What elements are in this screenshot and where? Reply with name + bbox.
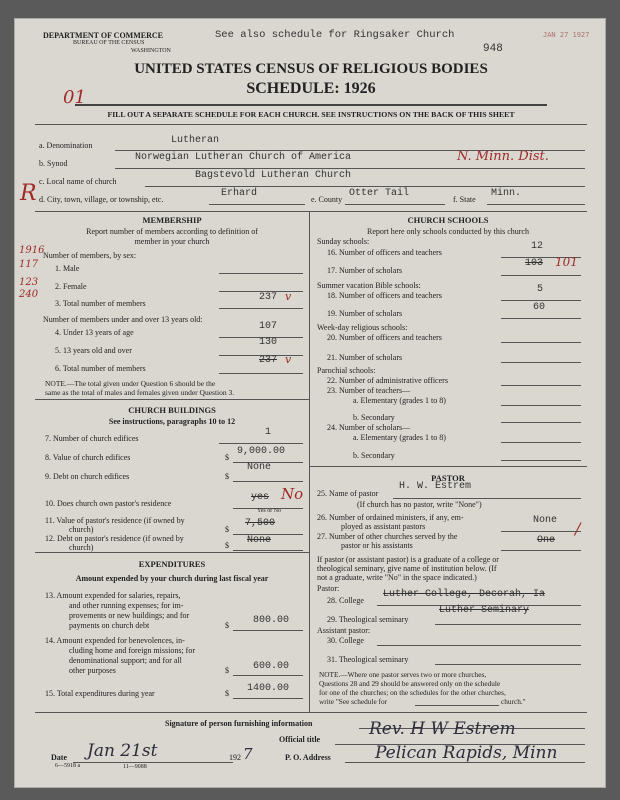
year-value: 7 — [243, 745, 253, 763]
synod-label: b. Synod — [39, 159, 68, 168]
county-value: Otter Tail — [349, 188, 410, 199]
schools-bottom-rule — [309, 466, 587, 467]
q12-dollar: $ — [225, 541, 229, 550]
local-name-value: Bagstevold Lutheran Church — [195, 170, 352, 181]
local-name-label: c. Local name of church — [39, 177, 117, 186]
q26-value: None — [533, 515, 558, 526]
q23b-label: b. Secondary — [353, 413, 395, 422]
department-label: DEPARTMENT OF COMMERCE — [43, 31, 164, 40]
q18-line — [501, 300, 581, 301]
q7-value: 1 — [265, 427, 272, 438]
handwritten-code: 01 — [63, 87, 86, 108]
state-value: Minn. — [491, 188, 522, 199]
q13-value: 800.00 — [253, 615, 290, 626]
q15-value: 1400.00 — [247, 683, 290, 694]
q5-label: 5. 13 years old and over — [55, 346, 132, 355]
q18-value: 5 — [537, 284, 544, 295]
q24b-label: b. Secondary — [353, 451, 395, 460]
age-label: Number of members under and over 13 years old: — [43, 315, 203, 324]
margin-note-1916: 1916 — [19, 245, 45, 256]
margin-note-123: 123 — [19, 277, 39, 288]
city-field-label: d. City, town, village, or township, etc. — [39, 195, 164, 204]
q10-value: yes — [251, 492, 270, 503]
state-label: f. State — [453, 195, 476, 204]
membership-intro-1: Report number of members according to definition of — [86, 227, 258, 236]
q22-line — [501, 385, 581, 386]
sunday-schools-label: Sunday schools: — [317, 237, 370, 246]
q17-value: 103 — [525, 258, 544, 269]
q26-line-1: 26. Number of ordained ministers, if any, em- — [317, 513, 464, 522]
q26-line-2: ployed as assistant pastors — [341, 522, 426, 531]
q8-dollar: $ — [225, 453, 229, 462]
q9-label: 9. Debt on church edifices — [45, 472, 130, 481]
q26-line — [501, 531, 581, 532]
q13-line-4: payments on church debt — [69, 621, 150, 630]
city-label: WASHINGTON — [131, 48, 171, 54]
q27-line-1: 27. Number of other churches served by the — [317, 532, 458, 541]
schools-heading: CHURCH SCHOOLS — [407, 215, 489, 225]
q9-line — [233, 481, 303, 482]
assistant-pastor-label: Assistant pastor: — [317, 626, 371, 635]
yes-or-no-hint: Yes or No — [257, 508, 282, 514]
q15-label: 15. Total expenditures during year — [45, 689, 155, 698]
q23b-line — [501, 422, 581, 423]
city-value: Erhard — [221, 188, 258, 199]
q14-dollar: $ — [225, 666, 229, 675]
q11-value: 7,500 — [245, 518, 276, 529]
q3-line — [219, 308, 303, 309]
q7-label: 7. Number of church edifices — [45, 434, 139, 443]
q2-female-label: 2. Female — [55, 282, 87, 291]
typed-note: See also schedule for Ringsaker Church — [215, 29, 455, 41]
q30-line — [377, 645, 581, 646]
address-label: P. O. Address — [285, 753, 331, 762]
q4-value: 107 — [259, 321, 278, 332]
q11-label-2: church) — [69, 525, 94, 534]
q8-label: 8. Value of church edifices — [45, 453, 131, 462]
q12-line — [233, 550, 303, 551]
q5-value: 130 — [259, 337, 278, 348]
county-label: e. County — [311, 195, 343, 204]
instruction-rule — [35, 124, 587, 125]
buildings-sub: See instructions, paragraphs 10 to 12 — [108, 417, 236, 426]
q30-label: 30. College — [327, 636, 364, 645]
synod-line — [115, 168, 585, 169]
q20-line — [501, 342, 581, 343]
state-line — [487, 204, 585, 205]
q29-label: 29. Theological seminary — [327, 615, 409, 624]
q3-value: 237 — [259, 292, 278, 303]
q13-line — [233, 630, 303, 631]
q27-value: One — [537, 535, 556, 546]
q1-male-label: 1. Male — [55, 264, 80, 273]
q10-label: 10. Does church own pastor's residence — [45, 499, 172, 508]
q13-line-1: 13. Amount expended for salaries, repairs, — [45, 591, 181, 600]
year-prefix: 192 — [229, 753, 241, 762]
q23a-label: a. Elementary (grades 1 to 8) — [353, 396, 446, 405]
form-number: 6—5918 a — [55, 763, 81, 769]
pastor-note-1: NOTE.—Where one pastor serves two or more churches, — [319, 670, 487, 679]
instruction-line: FILL OUT A SEPARATE SCHEDULE FOR EACH CHURCH. SEE INSTRUCTIONS ON THE BACK OF THIS SHEET — [107, 110, 515, 119]
q17-label: 17. Number of scholars — [327, 266, 403, 275]
q18-label: 18. Number of officers and teachers — [327, 291, 442, 300]
margin-note-117: 117 — [19, 259, 39, 270]
q24a-line — [501, 442, 581, 443]
q14-line — [233, 675, 303, 676]
q6-label: 6. Total number of members — [55, 364, 146, 373]
q11-label-1: 11. Value of pastor's residence (if owned by — [45, 516, 185, 525]
synod-handwritten: N. Minn. Dist. — [457, 149, 549, 164]
official-title-label: Official title — [279, 735, 321, 744]
margin-r-mark: R — [20, 181, 37, 206]
q9-value: None — [247, 462, 272, 473]
pastor-sub-label: Pastor: — [317, 584, 340, 593]
q27-check-mark: / — [575, 519, 581, 538]
column-divider — [309, 211, 310, 712]
q6-line — [219, 373, 303, 374]
q13-line-3: provements or new buildings; and for — [69, 611, 190, 620]
q13-line-2: and other running expenses; for im- — [69, 601, 184, 610]
official-title-value: Rev. H W Estrem — [369, 719, 516, 739]
q8-value: 9,000.00 — [237, 446, 286, 457]
q1-line — [219, 273, 303, 274]
q19-value: 60 — [533, 302, 546, 313]
q25-line — [393, 498, 581, 499]
q24-label: 24. Number of scholars— — [327, 423, 411, 432]
q20-label: 20. Number of officers and teachers — [327, 333, 442, 342]
grid-bottom-rule — [35, 712, 587, 713]
q22-label: 22. Number of administrative officers — [327, 376, 448, 385]
q7-line — [219, 443, 303, 444]
q6-value: 237 — [259, 355, 278, 366]
expenditures-heading: EXPENDITURES — [138, 559, 206, 569]
graduate-note-3: not a graduate, write "No" in the space indicated.) — [317, 573, 477, 582]
q24a-label: a. Elementary (grades 1 to 8) — [353, 433, 446, 442]
address-value: Pelican Rapids, Minn — [375, 743, 558, 763]
expenditures-sub: Amount expended by your church during last fiscal year — [75, 574, 269, 583]
q16-value: 12 — [531, 241, 544, 252]
pastor-heading: PASTOR — [431, 473, 465, 483]
q23a-line — [501, 405, 581, 406]
q25-label: 25. Name of pastor — [317, 489, 379, 498]
q14-line-2: cluding home and foreign missions; for — [69, 646, 195, 655]
schools-intro: Report here only schools conducted by this church — [367, 227, 529, 236]
membership-note-1: NOTE.—The total given under Question 6 should be the — [45, 379, 216, 388]
q19-line — [501, 318, 581, 319]
q4-label: 4. Under 13 years of age — [55, 328, 134, 337]
q29-line — [435, 624, 581, 625]
census-schedule-form — [14, 18, 606, 788]
q17-handwritten: 101 — [555, 255, 578, 269]
q21-line — [501, 362, 581, 363]
q15-dollar: $ — [225, 689, 229, 698]
bureau-label: BUREAU OF THE CENSUS — [73, 40, 145, 46]
q6-check-mark: v — [285, 353, 292, 366]
q11-dollar: $ — [225, 525, 229, 534]
q9-dollar: $ — [225, 472, 229, 481]
date-value: Jan 21st — [87, 741, 158, 761]
weekday-schools-label: Week-day religious schools: — [317, 323, 408, 332]
schedule-number: 948 — [483, 43, 503, 55]
q10-handwritten: No — [281, 485, 304, 503]
form-subtitle: SCHEDULE: 1926 — [246, 80, 376, 97]
date-line — [73, 762, 233, 763]
q29-value: Luther Seminary — [439, 605, 530, 616]
parochial-schools-label: Parochial schools: — [317, 366, 376, 375]
q12-label-1: 12. Debt on pastor's residence (if owned by — [45, 534, 184, 543]
q24b-line — [501, 460, 581, 461]
membership-heading: MEMBERSHIP — [142, 215, 202, 225]
q14-line-3: denominational support; and for all — [69, 656, 182, 665]
signature-label: Signature of person furnishing information — [165, 719, 313, 728]
q3-total-label: 3. Total number of members — [55, 299, 146, 308]
q16-label: 16. Number of officers and teachers — [327, 248, 442, 257]
q3-check-mark: v — [285, 290, 292, 303]
q27-line-2: pastor or his assistants — [341, 541, 413, 550]
pastor-note-5: church." — [501, 697, 526, 706]
denomination-label: a. Denomination — [39, 141, 93, 150]
q28-label: 28. College — [327, 596, 364, 605]
graduate-note-1: If pastor (or assistant pastor) is a graduate of a college or — [317, 555, 499, 564]
q14-value: 600.00 — [253, 661, 290, 672]
city-line — [209, 204, 305, 205]
county-line — [345, 204, 445, 205]
q12-value: None — [247, 535, 272, 546]
membership-bottom-rule — [35, 399, 309, 400]
pastor-note-4: write "See schedule for — [319, 697, 388, 706]
q14-line-1: 14. Amount expended for benevolences, in- — [45, 636, 185, 645]
q25-value: H. W. Estrem — [399, 481, 472, 492]
buildings-heading: CHURCH BUILDINGS — [128, 405, 216, 415]
local-name-line — [145, 186, 585, 187]
q27-line — [501, 550, 581, 551]
grid-top-rule — [35, 211, 587, 212]
q17-line — [501, 275, 581, 276]
received-stamp: JAN 27 1927 — [543, 31, 590, 39]
q23-label: 23. Number of teachers— — [327, 386, 411, 395]
q14-line-4: other purposes — [69, 666, 116, 675]
synod-value: Norwegian Lutheran Church of America — [135, 152, 352, 163]
pastor-note-2: Questions 28 and 29 should be answered only on the schedule — [319, 679, 501, 688]
date-label: Date — [51, 753, 67, 762]
q12-label-2: church) — [69, 543, 94, 552]
pastor-note-blank — [415, 705, 499, 706]
q21-label: 21. Number of scholars — [327, 353, 403, 362]
membership-intro-2: member in your church — [134, 237, 210, 246]
q25-note: (If church has no pastor, write "None") — [357, 500, 482, 509]
print-number: 11—9088 — [123, 764, 147, 770]
q28-value: Luther College, Decorah, Ia — [383, 589, 546, 600]
q13-dollar: $ — [225, 621, 229, 630]
q31-label: 31. Theological seminary — [327, 655, 409, 664]
buildings-bottom-rule — [35, 552, 309, 553]
form-title: UNITED STATES CENSUS OF RELIGIOUS BODIES — [134, 61, 488, 77]
summer-schools-label: Summer vacation Bible schools: — [317, 281, 421, 290]
graduate-note-2: theological seminary, give name of institution below. (If — [317, 564, 497, 573]
q15-line — [233, 698, 303, 699]
margin-note-240: 240 — [19, 289, 39, 300]
denomination-value: Lutheran — [171, 135, 220, 146]
q31-line — [435, 664, 581, 665]
pastor-note-3: for one of the churches; on the schedules for the other churches, — [319, 688, 506, 697]
membership-note-2: same as the total of males and females given under Question 3. — [45, 388, 235, 397]
by-sex-label: Number of members, by sex: — [43, 251, 137, 260]
q19-label: 19. Number of scholars — [327, 309, 403, 318]
title-rule — [75, 104, 547, 106]
